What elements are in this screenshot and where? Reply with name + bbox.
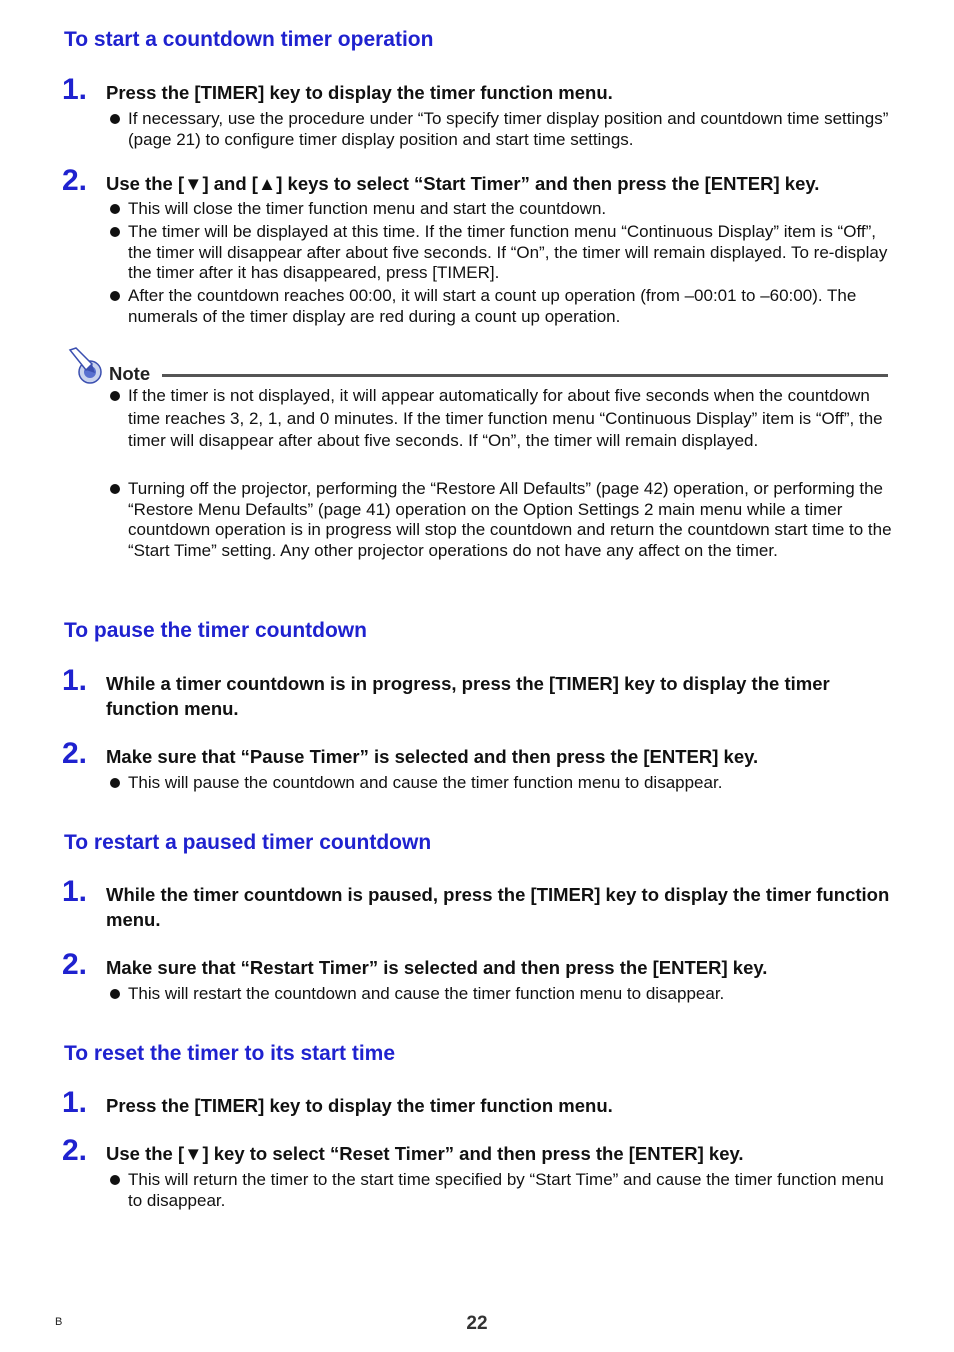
step-number: 1. [62,73,88,106]
step-number: 2. [62,1134,88,1167]
note-rule [162,374,888,377]
section-heading-reset: To reset the timer to its start time [64,1042,396,1065]
step-text: Make sure that “Restart Timer” is selected and then press the [ENTER] key. [106,957,768,978]
step-number: 1. [62,1086,88,1119]
bullet-icon [110,989,120,999]
note-pencil-icon [66,346,106,386]
step-number: 1. [62,664,88,697]
page-number: 22 [466,1313,488,1334]
bullet-icon [110,1175,120,1185]
step-number: 2. [62,164,88,197]
step-text: While the timer countdown is paused, press the [TIMER] key to display the timer function menu. [106,884,890,930]
bullet-icon [110,114,120,124]
step-number: 2. [62,948,88,981]
bullet-icon [110,204,120,214]
step-number: 2. [62,737,88,770]
step-number: 1. [62,875,88,908]
section-heading-restart: To restart a paused timer countdown [64,831,432,854]
step-text: Use the [▼] and [▲] keys to select “Start Timer” and then press the [ENTER] key. [106,173,820,194]
bullet-item: The timer will be displayed at this time. If the timer function menu “Continuous Display” item is “Off”, the timer will disappear after about five seconds. If “On”, the timer will remain displayed. To re-display the timer after it has disappeared, press [TIMER]. [110,222,900,284]
bullet-icon [110,391,120,401]
bullet-item: After the countdown reaches 00:00, it will start a count up operation (from –00:01 to –60:00). The numerals of the timer display are red during a count up operation. [110,286,900,327]
bullet-icon [110,227,120,237]
bullet-icon [110,778,120,788]
bullet-item: If necessary, use the procedure under “To specify timer display position and countdown time settings” (page 21) to configure timer display position and start time settings. [110,109,900,150]
footer-mark: B [55,1316,63,1328]
bullet-item: This will return the timer to the start time specified by “Start Time” and cause the timer function menu to disappear. [110,1170,900,1211]
note-label: Note [109,363,151,384]
section-heading-pause: To pause the timer countdown [64,619,367,642]
bullet-icon [110,291,120,301]
step-text: Press the [TIMER] key to display the timer function menu. [106,82,613,103]
step-text: Make sure that “Pause Timer” is selected and then press the [ENTER] key. [106,746,759,767]
bullet-item: This will pause the countdown and cause the timer function menu to disappear. [110,773,900,794]
bullet-item: This will restart the countdown and cause the timer function menu to disappear. [110,984,900,1005]
section-heading-start: To start a countdown timer operation [64,28,434,51]
bullet-icon [110,484,120,494]
bullet-item: This will close the timer function menu and start the countdown. [110,199,900,220]
note-bullet-item: If the timer is not displayed, it will appear automatically for about five seconds when the countdown time reaches 3, 2, 1, and 0 minutes. If the timer function menu “Continuous Display” item is “Off”, the timer will disappear after about five seconds. If “On”, the timer will remain displayed. [110,385,900,453]
step-text: Press the [TIMER] key to display the timer function menu. [106,1095,613,1116]
step-text: While a timer countdown is in progress, press the [TIMER] key to display the timer function menu. [106,673,830,719]
note-bullet-item: Turning off the projector, performing the “Restore All Defaults” (page 42) operation, or performing the “Restore Menu Defaults” (page 41) operation on the Option Settings 2 main menu while a timer countdown operation is in progress will stop the countdown and return the countdown start time to the “Start Time” setting. Any other projector operations do not have any affect on the timer. [110,479,900,561]
step-text: Use the [▼] key to select “Reset Timer” and then press the [ENTER] key. [106,1143,744,1164]
